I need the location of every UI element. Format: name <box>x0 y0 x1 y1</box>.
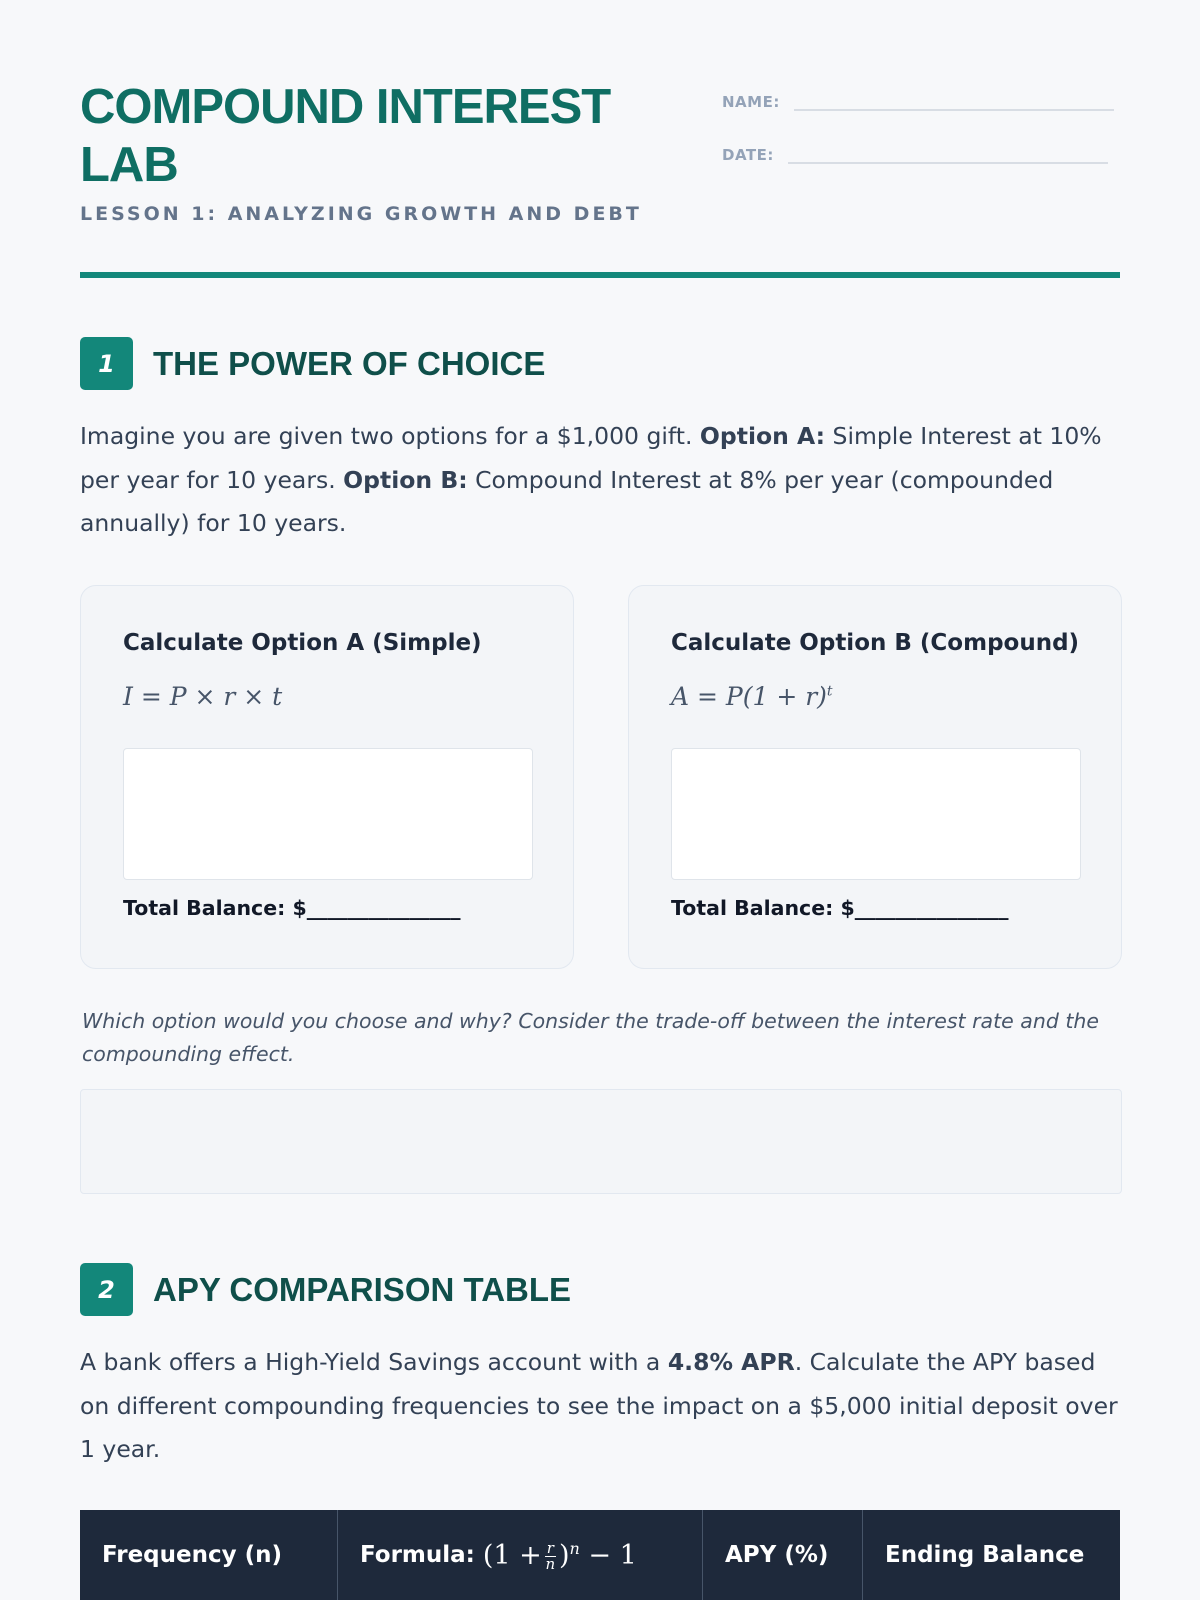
section-2-title: APY COMPARISON TABLE <box>153 1270 572 1308</box>
compound-interest-formula: $A = P(1 + r)^t$ <box>671 682 833 711</box>
title-line-2: LAB <box>80 138 178 192</box>
title-line-1: COMPOUND INTEREST <box>80 80 611 134</box>
name-field[interactable] <box>722 89 1114 111</box>
apr-value: 4.8% APR <box>667 1348 795 1376</box>
formula-label: Formula: <box>360 1542 475 1568</box>
name-line[interactable] <box>794 89 1114 111</box>
option-b-card <box>628 585 1122 969</box>
option-a-total-balance[interactable]: Total Balance: $_______________ <box>123 896 461 920</box>
intro-text: . Calculate the APY based on different compounding frequencies to see the impact on a $5,000 initial deposit over 1 year. <box>80 1348 1118 1463</box>
option-b-label: Option B: <box>343 465 468 494</box>
reflection-prompt: Which option would you choose and why? Consider the trade-off between the interest rate and the compounding effect. <box>82 1009 1099 1066</box>
section-1-heading <box>80 337 545 390</box>
option-b-title: Calculate Option B (Compound) <box>671 630 1080 656</box>
intro-text: Compound Interest at 8% per year (compounded annually) for 10 years. <box>80 465 1054 537</box>
header-frequency: Frequency (n) <box>80 1510 338 1600</box>
date-line[interactable] <box>788 142 1108 164</box>
header-ending-balance: Ending Balance <box>885 1542 1085 1568</box>
header-divider <box>80 272 1120 278</box>
apy-comparison-table <box>80 1510 1120 1600</box>
option-a-card <box>80 585 574 969</box>
header-formula <box>338 1510 703 1600</box>
section-2-heading <box>80 1263 571 1316</box>
intro-text: Simple Interest at 10% per year for 10 years. <box>80 422 1102 494</box>
reflection-answer-box[interactable] <box>80 1089 1122 1194</box>
intro-text: Imagine you are given two options for a $1,000 gift. <box>80 422 700 450</box>
simple-interest-formula: I = P × r × t <box>123 682 283 711</box>
section-1-number: 1 <box>80 337 133 390</box>
apy-formula: (1 + $\frac{r}{n}$ )$^n$ − 1 <box>482 1538 637 1573</box>
name-label: NAME: <box>722 93 780 111</box>
option-a-work-box[interactable] <box>123 748 533 880</box>
section-1-intro <box>80 415 1125 546</box>
header-apy: APY (%) <box>703 1510 863 1600</box>
option-b-total-balance[interactable]: Total Balance: $_______________ <box>671 896 1009 920</box>
lesson-subtitle: LESSON 1: ANALYZING GROWTH AND DEBT <box>80 203 642 225</box>
date-label: DATE: <box>722 146 774 164</box>
option-b-work-box[interactable] <box>671 748 1081 880</box>
section-1-title: THE POWER OF CHOICE <box>153 344 546 382</box>
intro-text: A bank offers a High-Yield Savings account with a <box>80 1348 668 1376</box>
section-2-number: 2 <box>80 1263 133 1316</box>
worksheet-title <box>80 78 700 194</box>
option-a-title: Calculate Option A (Simple) <box>123 630 482 656</box>
option-a-label: Option A: <box>699 422 826 450</box>
section-2-intro <box>80 1341 1125 1472</box>
date-field[interactable] <box>722 142 1108 164</box>
